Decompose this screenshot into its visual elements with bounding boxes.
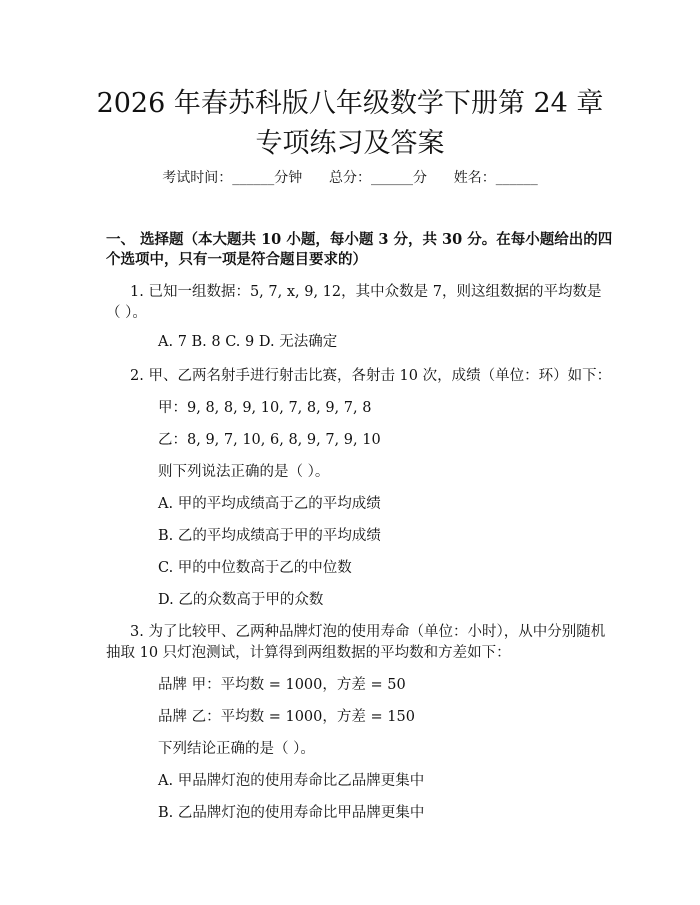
question-1-text-cont: （ ）。 — [106, 305, 147, 321]
question-3-text: 3. 为了比较甲、乙两种品牌灯泡的使用寿命（单位：小时），从中分别随机 — [130, 624, 606, 640]
question-3-option-a: A. 甲品牌灯泡的使用寿命比乙品牌更集中 — [158, 773, 425, 789]
question-3-brand-b: 品牌 乙：平均数 = 1000，方差 = 150 — [158, 709, 415, 725]
exam-meta-line: 考试时间：______分钟 总分：______分 姓名：______ — [162, 170, 538, 186]
question-1-text: 1. 已知一组数据：5, 7, x, 9, 12，其中众数是 7，则这组数据的平均数是 — [130, 284, 602, 300]
question-1-options: A. 7 B. 8 C. 9 D. 无法确定 — [158, 334, 338, 350]
question-2-data-jia: 甲：9, 8, 8, 9, 10, 7, 8, 9, 7, 8 — [158, 400, 372, 416]
question-2-prompt: 则下列说法正确的是（ ）。 — [158, 464, 330, 480]
question-2-option-b: B. 乙的平均成绩高于甲的平均成绩 — [158, 528, 381, 544]
question-3-prompt: 下列结论正确的是（ ）。 — [158, 741, 315, 757]
question-2-data-yi: 乙：8, 9, 7, 10, 6, 8, 9, 7, 9, 10 — [158, 432, 381, 448]
question-3-brand-a: 品牌 甲：平均数 = 1000，方差 = 50 — [158, 677, 406, 693]
question-2-option-d: D. 乙的众数高于甲的众数 — [158, 592, 324, 608]
section-heading: 一、 选择题（本大题共 10 小题，每小题 3 分，共 30 分。在每小题给出的四个选项中，只有一项是符合题目要求的） — [106, 231, 613, 268]
question-3-text-cont: 抽取 10 只灯泡测试，计算得到两组数据的平均数和方差如下： — [106, 645, 511, 661]
question-2-text: 2. 甲、乙两名射手进行射击比赛，各射击 10 次，成绩（单位：环）如下： — [130, 368, 612, 384]
question-2-option-c: C. 甲的中位数高于乙的中位数 — [158, 560, 352, 576]
page-title: 2026 年春苏科版八年级数学下册第 24 章专项练习及答案 — [96, 88, 604, 159]
question-3-option-b: B. 乙品牌灯泡的使用寿命比甲品牌更集中 — [158, 805, 425, 821]
question-2-option-a: A. 甲的平均成绩高于乙的平均成绩 — [158, 496, 381, 512]
